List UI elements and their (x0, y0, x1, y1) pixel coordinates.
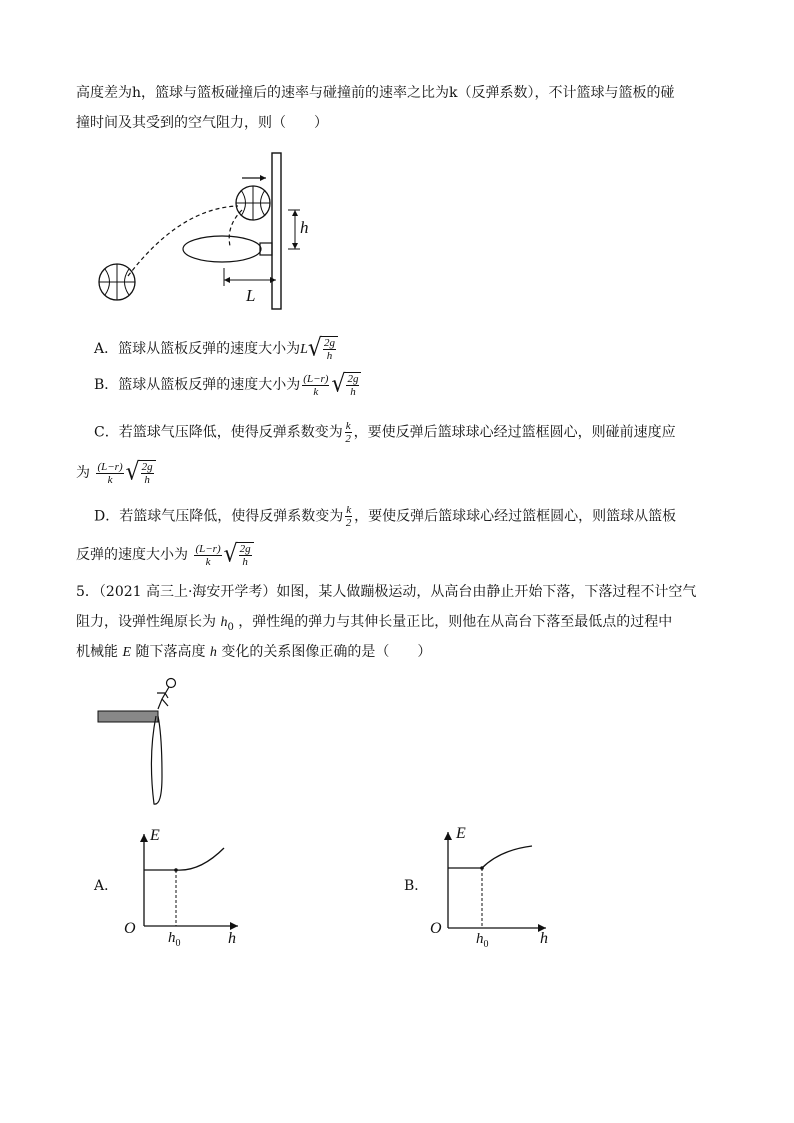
graph-b-tick: $h_0$ (476, 931, 489, 950)
option-d-text3: 反弹的速度大小为 (76, 547, 188, 563)
graph-a-origin: O (124, 920, 136, 937)
option-d-line2[interactable] (76, 542, 254, 568)
q5-h: h (209, 645, 217, 660)
option-d-text2: ，要使反弹后篮球球心经过篮框圆心，则篮球从篮板 (354, 508, 677, 525)
graph-b-y-label: E (456, 825, 466, 842)
option-c[interactable] (94, 420, 676, 445)
graph-a-x-label: h (228, 930, 236, 947)
option-b[interactable] (94, 372, 361, 398)
option-c-frac: $\frac{(L-r)}{k}$ (97, 460, 123, 486)
option-c-k-frac: $\frac{k}{2}$ (345, 420, 351, 445)
label-h: h (300, 218, 309, 237)
option-c-text3: 为 (76, 465, 90, 481)
option-d-text1: D．若篮球气压降低，使得反弹系数变为 (94, 508, 344, 525)
option-c-sqrt: √ 2g h (126, 460, 156, 486)
option-c-text2: ，要使反弹后篮球球心经过篮框圆心，则碰前速度应 (353, 424, 676, 441)
graph-a-y-label: E (150, 827, 160, 844)
intro-line-1: 高度差为h，篮球与篮板碰撞后的速率与碰撞前的速率之比为k（反弹系数），不计篮球与篮板的碰 (76, 85, 675, 101)
label-L: L (246, 286, 256, 305)
option-d[interactable] (94, 504, 676, 529)
option-c-text1: C．若篮球气压降低，使得反弹系数变为 (94, 424, 343, 441)
q5-E: E (122, 645, 132, 660)
graph-a-tick: $h_0$ (168, 930, 181, 949)
option-a[interactable] (94, 336, 338, 362)
basketball-top-icon (236, 186, 270, 220)
option-a-text: A．篮球从篮板反弹的速度大小为 (94, 341, 301, 357)
option-b-text: B．篮球从篮板反弹的速度大小为 (94, 377, 301, 393)
basketball-left-icon (99, 264, 135, 300)
graph-a-option[interactable]: A． (94, 878, 119, 894)
option-d-frac: $\frac{(L-r)}{k}$ (195, 542, 221, 568)
option-a-coef: L (300, 342, 308, 357)
option-d-sqrt: √ 2g h (224, 542, 254, 568)
graph-b-origin: O (430, 920, 442, 937)
basketball-figure (90, 148, 310, 308)
graph-b-option[interactable]: B． (404, 878, 429, 894)
option-a-sqrt: √ 2g h (308, 336, 338, 362)
bungee-figure (96, 676, 196, 808)
option-b-sqrt: √ 2g h (331, 372, 361, 398)
q5-line-1: 5．（2021 高三上·海安开学考）如图，某人做蹦极运动，从高台由静止开始下落，下落过程不计空气 (76, 584, 697, 600)
q5-line-2: 阻力，设弹性绳原长为 $h_0$ ，弹性绳的弹力与其伸长量正比，则他在从高台下落至最低点的过程中 (76, 614, 673, 633)
intro-line-2: 撞时间及其受到的空气阻力，则（ ） (76, 115, 328, 131)
option-c-line2[interactable] (76, 460, 156, 486)
q5-line-3: 机械能 E 随下落高度 h 变化的关系图像正确的是（ ） (76, 644, 432, 660)
graph-b-x-label: h (540, 930, 548, 947)
option-d-k-frac: $\frac{k}{2}$ (345, 504, 352, 529)
q5-h0: h (220, 615, 228, 630)
option-b-frac: $\frac{(L-r)}{k}$ (303, 372, 329, 398)
